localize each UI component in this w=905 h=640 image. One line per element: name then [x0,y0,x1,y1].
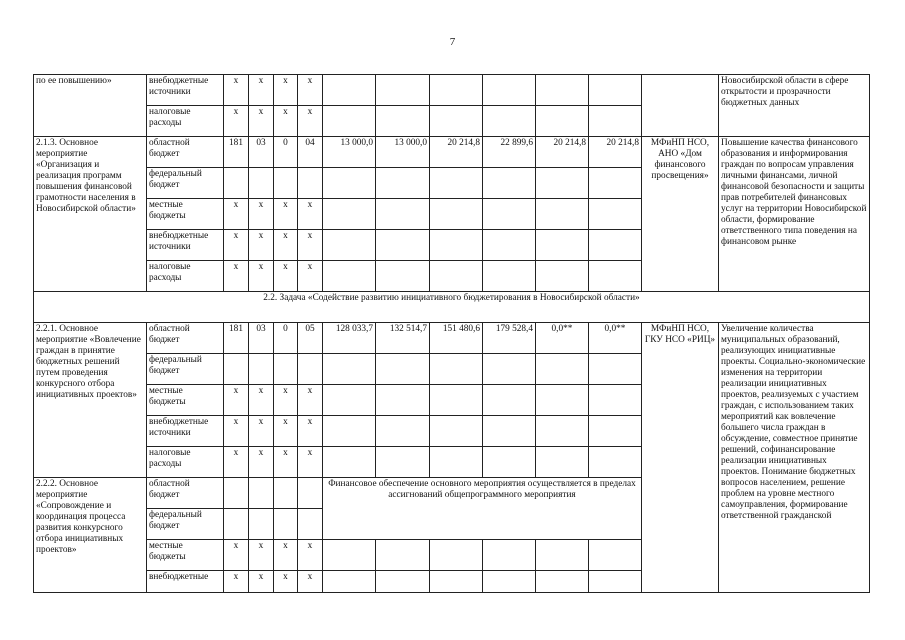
cell: x [298,106,323,137]
value-cell: 13 000,0 [376,137,430,168]
code-cell: 03 [249,323,274,354]
cell: x [249,447,274,478]
source-label: налоговые расходы [147,261,224,292]
code-cell: 0 [274,323,298,354]
cell: x [249,416,274,447]
source-label: местные бюджеты [147,385,224,416]
cell: x [298,230,323,261]
cell: x [249,199,274,230]
source-label: налоговые расходы [147,106,224,137]
code-cell: 04 [298,137,323,168]
cell: x [298,199,323,230]
cell: x [249,385,274,416]
value-cell: 0,0** [536,323,589,354]
cell: x [274,199,298,230]
activity-name: 2.1.3. Основное мероприятие «Организация и реализация программ повышения финансовой грамотности населения в Новосибирской области» [34,137,147,292]
source-label: внебюджетные источники [147,416,224,447]
section-header: 2.2. Задача «Содействие развитию инициативного бюджетирования в Новосибирской области» [34,292,870,323]
source-label: местные бюджеты [147,540,224,571]
table-row [34,323,870,354]
executor: МФиНП НСО, АНО «Дом финансового просвещения» [642,137,719,292]
page-number: 7 [449,36,456,48]
activity-result: Повышение качества финансового образования и информирования граждан по вопросам управления личными финансами, личной финансовой безопасности и защиты прав потребителей финансовых услуг на территории Новосибирской области, формирование ответственного типа поведения на финансовом рынке [719,137,870,292]
code-cell: 05 [298,323,323,354]
cell: x [274,571,298,593]
source-label: федеральный бюджет [147,354,224,385]
value-cell: 20 214,8 [589,137,642,168]
cell: x [224,199,249,230]
section-header-row [34,292,870,323]
value-cell: 0,0** [589,323,642,354]
cell: x [224,261,249,292]
table-row [34,137,870,168]
source-label: налоговые расходы [147,447,224,478]
cell: x [224,416,249,447]
source-label: областной бюджет [147,478,224,509]
cell: x [249,571,274,593]
source-label: областной бюджет [147,323,224,354]
activity-name: 2.2.2. Основное мероприятие «Сопровождение и координация процесса развития конкурсного отбора инициативных проектов» [34,478,147,593]
program-activities-table [33,74,870,593]
cell: x [274,106,298,137]
cell: x [298,261,323,292]
code-cell: 181 [224,323,249,354]
value-cell: 128 033,7 [323,323,376,354]
cell: x [249,540,274,571]
cell: x [298,416,323,447]
value-cell: 22 899,6 [483,137,536,168]
activity-name: 2.2.1. Основное мероприятие «Вовлечение граждан в принятие бюджетных решений путем проведения конкурсного отбора инициативных проектов» [34,323,147,478]
cell: x [298,385,323,416]
executor: МФиНП НСО, ГКУ НСО «РИЦ» [642,323,719,593]
value-cell: 151 480,6 [430,323,483,354]
value-cell: 179 528,4 [483,323,536,354]
cell: x [249,106,274,137]
cell: x [224,540,249,571]
source-label: областной бюджет [147,137,224,168]
cell: x [224,75,249,106]
cell: x [274,416,298,447]
cell: x [224,106,249,137]
cell: x [298,571,323,593]
code-cell: 03 [249,137,274,168]
cell: x [274,261,298,292]
cell: x [249,261,274,292]
activity-name: по ее повышению» [34,75,147,137]
source-label: внебюджетные источники [147,230,224,261]
value-cell: 20 214,8 [430,137,483,168]
source-label: внебюджетные [147,571,224,593]
code-cell: 0 [274,137,298,168]
source-label: федеральный бюджет [147,168,224,199]
code-cell: 181 [224,137,249,168]
cell: x [224,230,249,261]
cell: x [298,75,323,106]
value-cell: 20 214,8 [536,137,589,168]
cell: x [224,385,249,416]
financing-note: Финансовое обеспечение основного мероприятия осуществляется в пределах ассигнований общепрограммного мероприятия [323,478,642,540]
cell: x [274,447,298,478]
value-cell: 13 000,0 [323,137,376,168]
activity-result: Увеличение количества муниципальных образований, реализующих инициативные проекты. Социально-экономические изменения на территории реализации инициативных проектов, реализуемых с участием граждан, с использованием таких мероприятий как вовлечение большего числа граждан в обсуждение, совместное принятие решений, софинансирование реализации инициативных проектов. Понимание бюджетных вопросов населением, решение проблем на уровне местного самоуправления, формирование ответственной гражданской [719,323,870,593]
cell: x [274,540,298,571]
cell: x [249,75,274,106]
value-cell: 132 514,7 [376,323,430,354]
cell: x [274,75,298,106]
cell: x [249,230,274,261]
source-label: внебюджетные источники [147,75,224,106]
source-label: местные бюджеты [147,199,224,230]
cell: x [224,447,249,478]
cell: x [298,540,323,571]
cell: x [224,571,249,593]
source-label: федеральный бюджет [147,509,224,540]
cell: x [274,230,298,261]
cell: x [274,385,298,416]
cell: x [298,447,323,478]
table-row [34,75,870,106]
activity-result: Новосибирской области в сфере открытости и прозрачности бюджетных данных [719,75,870,137]
